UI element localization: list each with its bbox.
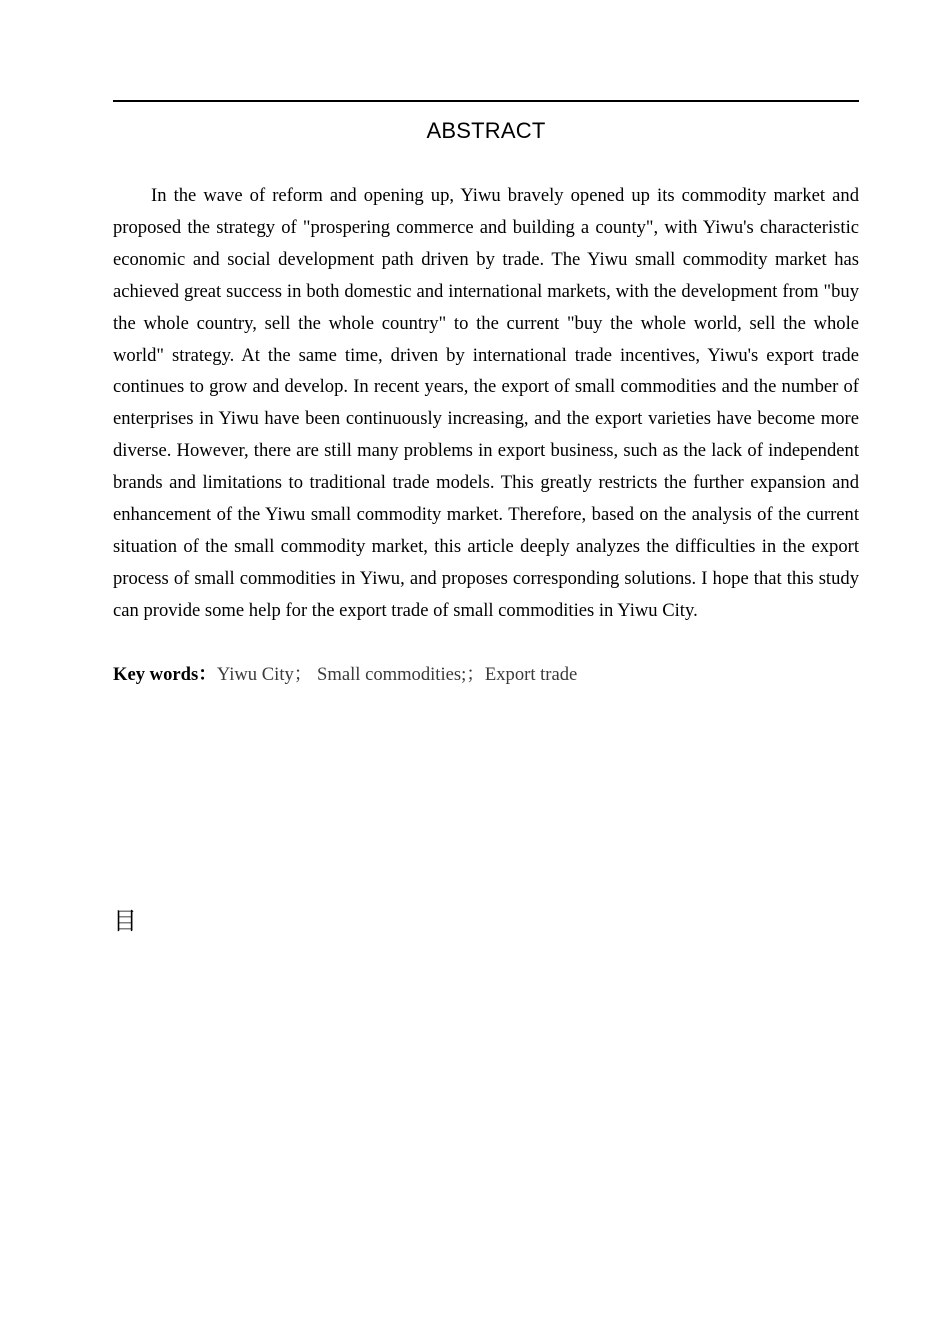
table-of-contents-heading-fragment: 目 xyxy=(113,907,137,935)
keywords-line xyxy=(113,659,859,691)
header-rule xyxy=(113,100,859,102)
keywords-label: Key words： xyxy=(113,664,217,685)
keywords-values: Yiwu City； Small commodities;；Export trade xyxy=(216,664,578,685)
abstract-title: ABSTRACT xyxy=(426,118,546,143)
abstract-body: In the wave of reform and opening up, Yiwu bravely opened up its commodity market and proposed the strategy of "prospering commerce and building a county", with Yiwu's characteristic economic and social development path driven by trade. The Yiwu small commodity market has achieved great success in both domestic and international markets, with the development from "buy the whole country, sell the whole country" to the current "buy the whole world, sell the whole world" strategy. At the same time, driven by international trade incentives, Yiwu's export trade continues to grow and develop. In recent years, the export of small commodities and the number of enterprises in Yiwu have been continuously increasing, and the export varieties have become more diverse. However, there are still many problems in export business, such as the lack of independent brands and limitations to traditional trade models. This greatly restricts the further expansion and enhancement of the Yiwu small commodity market. Therefore, based on the analysis of the current situation of the small commodity market, this article deeply analyzes the difficulties in the export process of small commodities in Yiwu, and proposes corresponding solutions. I hope that this study can provide some help for the export trade of small commodities in Yiwu City. xyxy=(113,185,859,621)
